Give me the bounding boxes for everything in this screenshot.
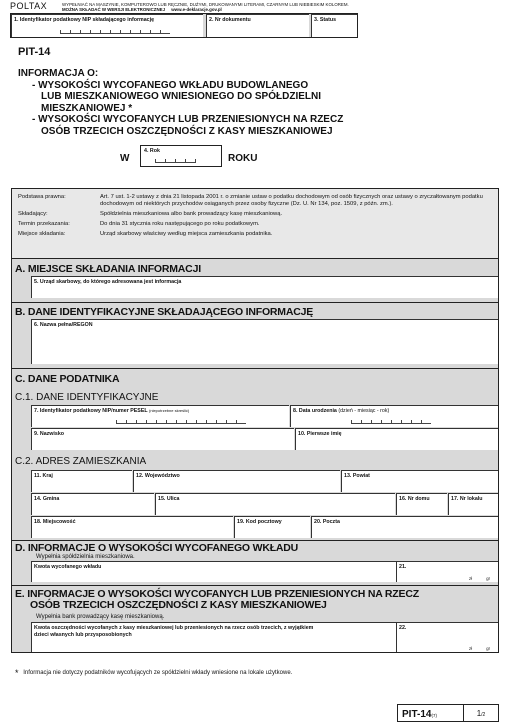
info-value: Do dnia 31 stycznia roku następującego po roku podatkowym. <box>100 221 260 227</box>
savings-label-line-2: dzieci własnych lub przysposobionych <box>34 632 132 638</box>
municipality-field[interactable] <box>31 493 154 515</box>
section-e-title <box>15 589 419 611</box>
title-line-5: OSÓB TRZECICH OSZCZĘDNOŚCI Z KASY MIESZKANIOWEJ <box>41 125 333 137</box>
nip-field[interactable] <box>11 14 203 37</box>
title-line-2: LUB MIESZKANIOWEGO WNIESIONEGO DO SPÓŁDZIELNI <box>41 91 322 103</box>
county-field[interactable] <box>341 470 498 492</box>
birth-date-ticks <box>351 421 431 424</box>
info-value: Art. 7 ust. 1-2 ustawy z dnia 21 listopada 2001 r. o zmianie ustaw o podatku dochodowym od osób fizycznych oraz ustawy o zryczałtowanym podatku dochodowym od niektórych przychodów osiąganych przez osoby fizyczne (Dz. U. Nr 134, poz. 1509, z późn. zm.). <box>100 194 483 207</box>
name-regon-field[interactable] <box>31 319 498 364</box>
year-field[interactable] <box>140 145 222 167</box>
document-number-field[interactable] <box>206 14 309 37</box>
page-separator: / <box>481 711 483 718</box>
section-d-subtitle: Wypełnia spółdzielnia mieszkaniowa. <box>36 554 135 560</box>
city-label: 18. Miejscowość <box>34 519 76 525</box>
form-code: PIT-14 <box>18 46 51 58</box>
year-field-ticks <box>155 160 196 163</box>
info-row-place <box>18 231 496 238</box>
c1-title: C.1. DANE IDENTYFIKACYJNE <box>15 392 159 403</box>
footer-code-box <box>397 704 499 722</box>
tax-office-field[interactable] <box>31 276 498 298</box>
w-label: W <box>120 153 130 164</box>
electronic-label: MOŻNA SKŁADAĆ W WERSJI ELEKTRONICZNEJ <box>62 7 166 12</box>
house-number-label: 16. Nr domu <box>399 496 430 502</box>
tax-office-label: 5. Urząd skarbowy, do którego adresowana jest informacja <box>34 279 182 285</box>
surname-label: 9. Nazwisko <box>34 431 65 437</box>
nip-field-label: 1. Identyfikator podatkowy NIP składającego informację <box>14 17 155 23</box>
c2-title: C.2. ADRES ZAMIESZKANIA <box>15 456 147 467</box>
zl-label: zł <box>468 646 472 651</box>
country-field[interactable] <box>31 470 132 492</box>
post-office-field[interactable] <box>311 516 498 538</box>
municipality-label: 14. Gmina <box>34 496 60 502</box>
section-e-subtitle: Wypełnia bank prowadzący kasę mieszkaniową. <box>36 614 165 620</box>
e-deklaracje-link[interactable]: www.e-deklaracje.gov.pl <box>171 7 222 12</box>
savings-amount[interactable] <box>396 622 498 652</box>
info-label: Termin przekazania: <box>18 221 70 227</box>
gr-label: gr <box>486 646 490 651</box>
section-e-title-line-1: E. INFORMACJE O WYSOKOŚCI WYCOFANYCH LUB PRZENIESIONYCH NA RZECZ <box>15 588 419 600</box>
field8-text: 8. Data urodzenia <box>293 408 337 414</box>
first-name-field[interactable] <box>295 428 498 450</box>
field7-text: 7. Identyfikator podatkowy NIP/numer PESEL <box>34 408 148 414</box>
field22-label: 22. <box>399 625 407 631</box>
house-number-field[interactable] <box>396 493 447 515</box>
apartment-number-label: 17. Nr lokalu <box>451 496 483 502</box>
postal-code-label: 19. Kod pocztowy <box>237 519 282 525</box>
status-field[interactable] <box>311 14 357 37</box>
info-row-deadline <box>18 221 496 228</box>
nip-field-ticks <box>60 31 170 34</box>
street-field[interactable] <box>155 493 395 515</box>
section-divider-c <box>11 368 499 369</box>
birth-date-field[interactable] <box>290 405 498 427</box>
section-e-title-line-2: OSÓB TRZECICH OSZCZĘDNOŚCI Z KASY MIESZKANIOWEJ <box>30 599 327 611</box>
info-row-legal-basis <box>18 194 496 208</box>
page-count: 2 <box>482 711 486 718</box>
taxpayer-nip-pesel-label <box>34 408 189 414</box>
taxpayer-nip-pesel-field[interactable] <box>31 405 289 427</box>
status-label: 3. Status <box>314 17 337 23</box>
section-d-title: D. INFORMACJE O WYSOKOŚCI WYCOFANEGO WKŁADU <box>15 542 299 554</box>
fill-notice: WYPEŁNIAĆ NA MASZYNIE, KOMPUTEROWO LUB RĘCZNIE, DUŻYMI, DRUKOWANYMI LITERAMI, CZARNYM LUB NIEBIESKIM KOLOREM. <box>62 2 349 7</box>
poltax-brand: POLTAX <box>10 1 48 11</box>
info-label: Składający: <box>18 211 48 217</box>
name-regon-label: 6. Nazwa pełna/REGON <box>34 322 93 328</box>
section-divider-d <box>11 540 499 541</box>
year-suffix: ROKU <box>228 153 258 164</box>
surname-field[interactable] <box>31 428 294 450</box>
footnote-star: * <box>15 668 19 678</box>
nip-pesel-ticks <box>116 421 246 424</box>
withdrawn-contribution-amount[interactable] <box>396 561 498 582</box>
voivodeship-field[interactable] <box>133 470 340 492</box>
footer-version: (7) <box>431 713 437 718</box>
document-number-label: 2. Nr dokumentu <box>209 17 251 23</box>
form-title <box>32 80 343 137</box>
info-value: Urząd skarbowy właściwy według miejsca zamieszkania podatnika. <box>100 231 273 237</box>
country-label: 11. Kraj <box>34 473 53 479</box>
info-value: Spółdzielnia mieszkaniowa albo bank prowadzący kasę mieszkaniową. <box>100 211 283 217</box>
info-label: Podstawa prawna: <box>18 194 66 200</box>
info-label: Miejsce składania: <box>18 231 66 237</box>
footnote <box>15 668 292 678</box>
gr-label: gr <box>486 576 490 581</box>
birth-date-label <box>293 408 389 414</box>
title-line-4: - WYSOKOŚCI WYCOFANYCH LUB PRZENIESIONYCH NA RZECZ <box>32 114 344 126</box>
section-a-title: A. MIEJSCE SKŁADANIA INFORMACJI <box>15 263 201 275</box>
voivodeship-label: 12. Województwo <box>136 473 180 479</box>
apartment-number-field[interactable] <box>448 493 498 515</box>
section-divider-e <box>11 585 499 586</box>
field21-label: 21. <box>399 564 407 570</box>
field7-note: (niepotrzebne skreślić) <box>149 408 190 413</box>
post-office-label: 20. Poczta <box>314 519 340 525</box>
first-name-label: 10. Pierwsze imię <box>298 431 342 437</box>
zl-label: zł <box>468 576 472 581</box>
city-field[interactable] <box>31 516 233 538</box>
info-rows <box>18 194 496 238</box>
savings-label-line-1: Kwota oszczędności wycofanych z kasy mieszkaniowej lub przeniesionych na rzecz osób trzecich, z wyjątkiem <box>34 625 314 631</box>
footer-code <box>398 705 464 721</box>
page-indicator <box>464 709 498 718</box>
footnote-text: Informacja nie dotyczy podatników wycofujących ze spółdzielni wkłady wniesione na lokale użytkowe. <box>23 670 293 676</box>
electronic-notice <box>62 7 362 12</box>
info-row-submitter <box>18 211 496 218</box>
page-number: 1 <box>476 708 482 718</box>
year-field-label: 4. Rok <box>144 148 160 154</box>
section-b-title: B. DANE IDENTYFIKACYJNE SKŁADAJĄCEGO INFORMACJĘ <box>15 306 314 318</box>
postal-code-field[interactable] <box>234 516 310 538</box>
county-label: 13. Powiat <box>344 473 370 479</box>
section-c-title: C. DANE PODATNIKA <box>15 373 120 385</box>
field8-note: (dzień - miesiąc - rok) <box>338 408 390 414</box>
withdrawn-contribution-label: Kwota wycofanego wkładu <box>34 564 102 570</box>
title-line-3: MIESZKANIOWEJ * <box>41 102 133 114</box>
street-label: 15. Ulica <box>158 496 180 502</box>
title-line-1: - WYSOKOŚCI WYCOFANEGO WKŁADU BUDOWLANEGO <box>32 80 309 91</box>
title-intro: INFORMACJA O: <box>18 68 99 79</box>
footer-code-text: PIT-14 <box>402 709 432 720</box>
section-divider-b <box>11 302 499 303</box>
